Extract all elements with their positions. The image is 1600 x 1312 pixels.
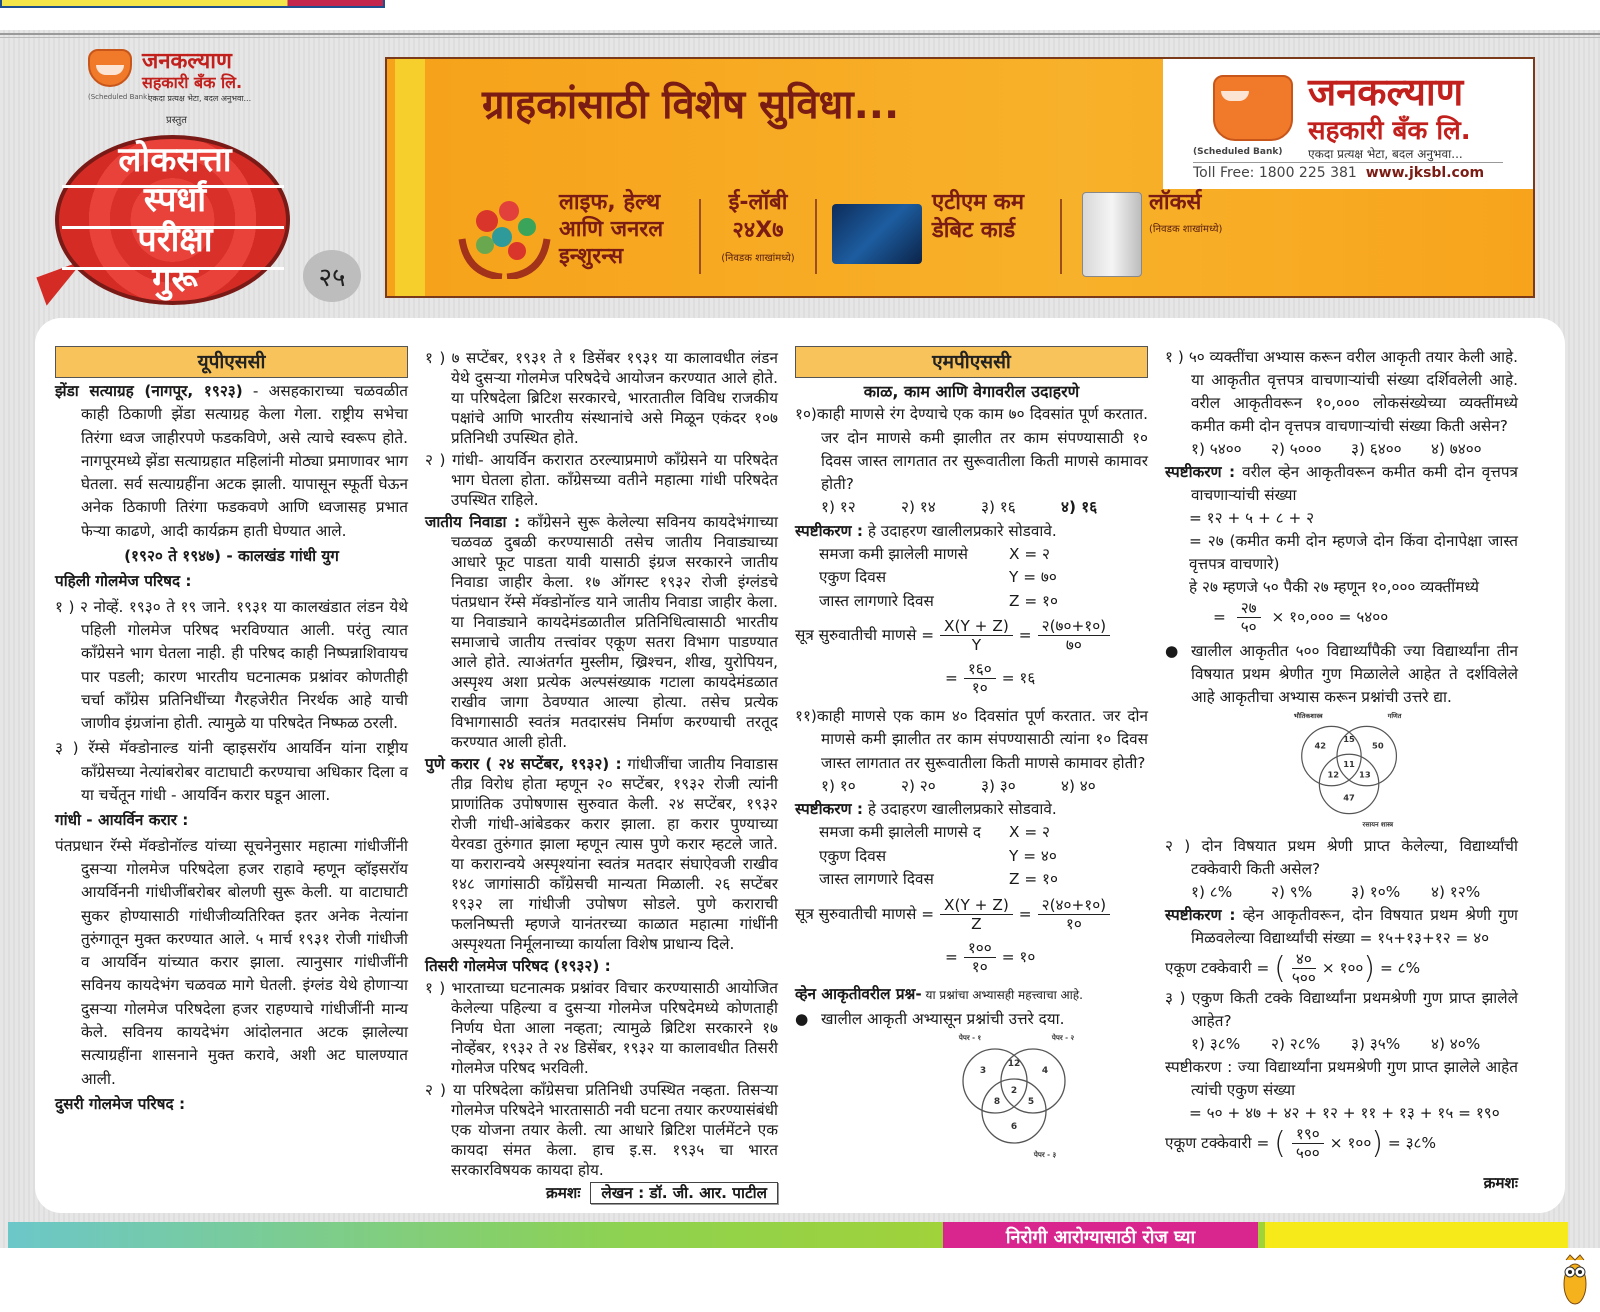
answer-option: १) ८% — [1191, 883, 1233, 901]
ad-contact — [1193, 165, 1484, 181]
venn-value: 8 — [993, 1096, 1001, 1107]
variable-value: Y = ७० — [1009, 568, 1057, 587]
substituted-fraction — [1038, 896, 1111, 933]
calc-result: = ३८% — [1387, 1134, 1437, 1152]
variable-label: एकुण दिवस — [819, 846, 887, 865]
venn-value: 15 — [1343, 734, 1355, 745]
numbered-item — [55, 596, 408, 736]
article-panel — [35, 318, 1565, 1213]
paragraph-lead: जातीय निवाडा : — [425, 513, 521, 531]
item-number: १ ) — [425, 979, 446, 997]
result-fraction — [964, 939, 996, 976]
numbered-item — [425, 1080, 778, 1180]
numerator: १६० — [964, 660, 996, 679]
venn-value: 12 — [1007, 1058, 1021, 1069]
variable-label: समजा कमी झालेली माणसे द — [819, 823, 981, 842]
explanation-text: स्पष्टीकरण : ज्या विद्यार्थ्यांना प्रथमश्रेणी गुण प्राप्त झालेले आहेत त्यांची एकुण संख्या — [1165, 1058, 1518, 1099]
question-number: ३ ) — [1165, 989, 1186, 1007]
formula-fraction — [940, 617, 1013, 654]
variable-row — [795, 590, 1148, 613]
explanation-label: स्पष्टीकरण : — [795, 521, 864, 540]
venn-value: 2 — [1010, 1085, 1018, 1096]
upsc-column-1 — [55, 346, 408, 1116]
bank-name-2: सहकारी बँक लि. — [142, 73, 243, 92]
explanation-label: स्पष्टीकरण : — [1165, 463, 1236, 481]
question — [795, 403, 1148, 496]
lead-paragraph — [425, 754, 778, 954]
item-text: २ नोव्हें. १९३० ते १९ जाने. १९३१ या कालखंडात लंडन येथे पहिली गोलमेज परिषद भरविण्यात आली. परंतु त्यात काँग्रेसने भाग घेतला नाही. ही परिषद काही निष्पन्नाशिवायच पार पडली; कारण भारतीय घटनात्मक प्रश्नांवर कोणतीही चर्चा काँग्रेस प्रतिनिधींच्या गैरहजेरीत निरर्थक आहे याची जाणीव इंग्रजांना होती. त्यामुळे या परिषदेत निष्फळ ठरली. — [79, 597, 408, 733]
separator — [815, 199, 817, 274]
answer-option: २) ५००० — [1271, 440, 1322, 458]
denominator: १० — [1065, 914, 1082, 933]
percent-calc: एकूण टक्केवारी = ( $\frac{४०}{५००}$ × १००) = ८% — [1165, 950, 1421, 987]
percent-calc: एकूण टक्केवारी = ( $\frac{१९०}{५००}$ × १००) = ३८% — [1165, 1125, 1437, 1162]
ad-bank-name-2: सहकारी बँक लि. — [1308, 116, 1471, 146]
ad-bank-name: जनकल्याण — [1308, 70, 1464, 114]
venn-label: पेपर - १ — [958, 1033, 982, 1042]
venn-value: 4 — [1041, 1065, 1049, 1076]
owl-icon — [1560, 1252, 1590, 1308]
calc-rest: × १०,००० = ५४०० — [1271, 608, 1389, 626]
ad-bank-logo — [1163, 59, 1533, 189]
ad-title: ग्राहकांसाठी विशेष सुविधा... — [482, 82, 900, 128]
answer-options — [795, 496, 1148, 519]
question-number: ११) — [795, 706, 817, 725]
bank-name: जनकल्याण — [142, 49, 232, 74]
venn-label: गणित — [1387, 712, 1402, 720]
formula-row: सूत्र सुरुवातीची माणसे = $\frac{X(Y + Z)}{Z}$ = $\frac{२(४०+१०)}{१०}$ — [795, 891, 1148, 937]
bottom-advertisement[interactable] — [8, 1222, 1568, 1248]
explanation-label: स्पष्टीकरण : — [1165, 906, 1236, 924]
toll-free-number: Toll Free: 1800 225 381 — [1193, 165, 1357, 181]
answer-options — [795, 775, 1148, 798]
calc-rest: × १०० — [1321, 959, 1364, 977]
mpsc-subtitle: काळ, काम आणि वेगावरील उदाहरणे — [863, 382, 1080, 401]
explanation-text: हे उदाहरण खालीलप्रकारे सोडवावे. — [863, 521, 1057, 540]
calc-result: = ८% — [1379, 959, 1421, 977]
numerator: २(७०+१०) — [1038, 617, 1111, 636]
variable-label: जास्त लागणारे दिवस — [819, 591, 934, 610]
venn-value: 6 — [1010, 1121, 1018, 1132]
section-subheading: गांधी - आयर्विन करार : — [55, 811, 189, 830]
bank-shield-icon — [88, 49, 132, 87]
feature-note: (निवडक शाखांमध्ये) — [1149, 224, 1223, 235]
numbered-item — [425, 348, 778, 448]
numerator: १९० — [1292, 1125, 1324, 1144]
explanation — [795, 520, 1148, 543]
answer-option: ४) १६ — [1061, 498, 1098, 517]
calc-label: एकूण टक्केवारी = — [1165, 1134, 1270, 1152]
paragraph-lead: झेंडा सत्याग्रह (नागपूर, १९२३) — [55, 382, 243, 400]
insurance-icon — [457, 199, 552, 279]
bank-logo-small — [88, 45, 288, 115]
item-number: ३ ) — [55, 739, 79, 758]
venn-diagram — [1285, 709, 1415, 831]
continued-label: क्रमशः — [546, 1184, 581, 1202]
denominator: ५० — [1240, 618, 1257, 636]
article-footer — [425, 1182, 778, 1204]
answer-option: १) १२ — [821, 498, 856, 517]
calc-line: = २७ (कमीत कमी दोन म्हणजे दोन किंवा दोनापेक्षा जास्त वृत्तपत्र वाचणारे) — [1189, 532, 1518, 573]
lead-paragraph — [55, 380, 408, 543]
question-text: काही माणसे रंग देण्याचे एक काम ७० दिवसांत पूर्ण करतात. जर दोन माणसे कमी झालीत तर काम संपण्यासाठी १० दिवस जास्त लागतात तर सुरूवातीला किती माणसे कामावर होती? — [816, 405, 1148, 494]
answer-option: ४) ४० — [1061, 776, 1096, 795]
variable-row — [795, 566, 1148, 589]
formula-fraction — [940, 896, 1013, 933]
previous-page-strip — [0, 0, 1600, 30]
upsc-column-2 — [425, 346, 778, 1204]
numerator: X(Y + Z) — [940, 896, 1013, 915]
answer-option: २) २८% — [1271, 1035, 1321, 1053]
question-text: ५० व्यक्तींचा अभ्यास करून वरील आकृती तयार केली आहे. या आकृतीत वृत्तपत्र वाचणाऱ्यांची संख्या दर्शिवलेली आहे. वरील आकृतीवरून १०,००० लोकसंख्येच्या व्यक्तींमध्ये कमीत कमी दोन वृत्तपत्र वाचणाऱ्यांची संख्या किती असेन? — [1188, 348, 1518, 435]
question — [795, 705, 1148, 775]
separator — [699, 199, 701, 274]
question-number: २ ) — [1165, 837, 1191, 855]
issue-number-badge: २५ — [303, 250, 361, 302]
venn-value: 50 — [1372, 740, 1384, 751]
venn-value: 3 — [979, 1065, 987, 1076]
debit-card-image — [832, 204, 922, 264]
result-row: = $\frac{१००}{१०}$ = १० — [945, 938, 1036, 976]
denominator: Z — [971, 914, 982, 933]
bottom-ad-text: निरोगी आरोग्यासाठी रोज घ्या — [943, 1222, 1258, 1248]
bank-advertisement[interactable] — [385, 57, 1535, 298]
item-text: ७ सप्टेंबर, १९३१ ते १ डिसेंबर १९३१ या कालावधीत लंडन येथे दुसऱ्या गोलमेज परिषदेचे आयोजन करण्यात आले होते. या परिषदेला ब्रिटिश सरकारचे, भारतातील विविध राजकीय पक्षांचे आणि भारतीय संस्थानांचे असे मिळून एकंदर १०७ प्रतिनिधी उपस्थित होते. — [451, 349, 778, 447]
venn-label: पेपर - ३ — [1033, 1150, 1057, 1159]
answer-option: ३) १०% — [1351, 883, 1401, 901]
ad-tagline: एकदा प्रत्यक्ष भेटा, बदल अनुभवा... — [1308, 147, 1463, 161]
answer-option: २) ९% — [1271, 883, 1313, 901]
numerator: ४० — [1292, 950, 1316, 969]
venn-value: 47 — [1343, 792, 1355, 803]
column-title — [75, 140, 275, 300]
question-number: १ ) — [1165, 348, 1184, 366]
divider — [0, 37, 1600, 38]
numbered-item — [425, 978, 778, 1078]
era-heading: (१९२० ते १९४७) - कालखंड गांधी युग — [124, 547, 339, 566]
ad-stripe — [395, 59, 425, 296]
numerator: X(Y + Z) — [940, 617, 1013, 636]
bank-tagline: एकदा प्रत्यक्ष भेटा, बदल अनुभवा... — [148, 94, 252, 103]
numerator: १०० — [964, 939, 996, 958]
calc-line: हे २७ म्हणजे ५० पैकी २७ म्हणून १०,००० व्यक्तींमध्ये — [1189, 578, 1479, 596]
answer-option: ३) ६४०० — [1351, 440, 1402, 458]
venn-label: भौतिकशास्त्र — [1293, 712, 1323, 720]
answer-option: २) २० — [901, 776, 936, 795]
answer-option: १) ३८% — [1191, 1035, 1241, 1053]
variable-value: X = २ — [1009, 545, 1050, 564]
venn-heading-note: या प्रश्नांचा अभ्यासही महत्त्वाचा आहे. — [921, 988, 1083, 1003]
question-number: १०) — [795, 405, 817, 424]
lead-paragraph — [425, 512, 778, 752]
result-value: = १६ — [1001, 669, 1036, 688]
calc-line: = ५० + ४७ + ४२ + १२ + ११ + १३ + १५ = १९० — [1189, 1104, 1500, 1122]
variable-row — [795, 868, 1148, 891]
venn-diagram — [945, 1031, 1085, 1161]
answer-option: १) ५४०० — [1191, 440, 1242, 458]
feature-lockers — [1149, 189, 1299, 243]
section-subheading: दुसरी गोलमेज परिषद : — [55, 1094, 186, 1113]
column-title-line: गुरू — [152, 260, 198, 300]
calc-line: = १२ + ५ + ८ + २ — [1189, 509, 1315, 527]
numerator: २(४०+१०) — [1038, 896, 1111, 915]
variable-value: Y = ४० — [1009, 846, 1057, 865]
variable-label: जास्त लागणारे दिवस — [819, 870, 934, 889]
presents-label: प्रस्तुत — [166, 115, 187, 126]
bank-shield-icon — [1213, 75, 1293, 141]
calc-label: एकूण टक्केवारी = — [1165, 959, 1270, 977]
result-row: = $\frac{१६०}{१०}$ = १६ — [945, 660, 1036, 698]
question-text: दोन विषयात प्रथम श्रेणी प्राप्त केलेल्या, विद्यार्थ्यांची टक्केवारी किती असेल? — [1191, 837, 1518, 878]
feature-atm-card: एटीएम कम डेबिट कार्ड — [932, 190, 1024, 243]
color-block — [0, 0, 385, 8]
feature-label: ई-लॉबी २४X७ — [728, 190, 788, 243]
feature-note: (निवडक शाखांमध्ये) — [721, 253, 795, 264]
answer-option: १) १० — [821, 776, 856, 795]
question-text: काही माणसे एक काम ४० दिवसांत पूर्ण करतात. जर दोन माणसे कमी झालीत तर काम संपण्यासाठी त्यांना १० दिवस जास्त लागतात तर सुरूवातीला किती माणसे कामावर होती? — [816, 706, 1148, 772]
answer-option: ४) ४०% — [1431, 1035, 1481, 1053]
divider — [1193, 162, 1503, 163]
column-title-line: स्पर्धा — [143, 180, 207, 220]
explanation-label: स्पष्टीकरण : — [795, 800, 864, 819]
variable-label: समजा कमी झालेली माणसे — [819, 545, 968, 564]
variable-row — [795, 821, 1148, 844]
column-title-line: परीक्षा — [137, 220, 213, 260]
item-text: भारताच्या घटनात्मक प्रश्नांवर विचार करण्यासाठी आयोजित केलेल्या पहिल्या व दुसऱ्या गोलमेज परिषदेमध्ये कोणताही निर्णय घेता आला नव्हता; त्यामुळे ब्रिटिश सरकारने १७ नोव्हेंबर, १९३२ ते २४ डिसेंबर, १९३२ या कालावधीत तिसरी गोलमेज परिषद भरविली. — [451, 979, 778, 1077]
calc-rest: × १०० — [1329, 1134, 1372, 1152]
variable-value: Z = १० — [1009, 591, 1058, 610]
item-number: २ ) — [425, 451, 446, 469]
question-text: एकुण किती टक्के विद्यार्थ्यांना प्रथमश्रेणी गुण प्राप्त झालेले आहेत? — [1191, 989, 1518, 1030]
mpsc-column-1 — [795, 346, 1148, 1161]
feature-e-lobby — [705, 189, 811, 273]
explanation — [795, 798, 1148, 821]
venn-instruction: ● खालील आकृती अभ्यासून प्रश्नांची उत्तरे दया. — [795, 1008, 1148, 1031]
divider — [0, 33, 1600, 35]
substituted-fraction — [1038, 617, 1111, 654]
calc-fraction-line: = $\frac{२७}{५०}$ × १०,००० = ५४०० — [1213, 599, 1389, 636]
answer-option: ३) ३० — [981, 776, 1016, 795]
section-subheading: तिसरी गोलमेज परिषद (१९३२) : — [425, 957, 611, 975]
separator — [1060, 199, 1062, 274]
item-number: २ ) — [425, 1081, 446, 1099]
formula-row: सूत्र सुरुवातीची माणसे = $\frac{X(Y + Z)}{Y}$ = $\frac{२(७०+१०)}{७०}$ — [795, 613, 1148, 659]
numbered-item — [55, 737, 408, 807]
answer-option: ४) १२% — [1431, 883, 1481, 901]
venn-heading-label: व्हेन आकृतीवरील प्रश्न- — [795, 985, 922, 1004]
feature-insurance: लाइफ, हेल्थ आणि जनरल इन्शुरन्स — [559, 190, 664, 269]
venn-value: 42 — [1314, 740, 1327, 751]
author-credit: लेखन : डॉ. जी. आर. पाटील — [590, 1182, 778, 1204]
item-text: रॅम्से मॅक्डोनाल्ड यांनी व्हाइसरॉय आयर्विन यांना राष्ट्रीय काँग्रेसच्या नेत्यांबरोबर वाटाघाटी करण्याचा अधिकार दिला व या चर्चेतून गांधी - आयर्विन करार घडून आला. — [81, 739, 408, 805]
item-number: १ ) — [55, 597, 75, 616]
venn-value: 13 — [1359, 769, 1371, 780]
website-link[interactable]: www.jksbl.com — [1365, 165, 1485, 181]
result-fraction — [964, 660, 996, 697]
venn-value: 11 — [1343, 759, 1355, 770]
variable-row — [795, 845, 1148, 868]
locker-image — [1082, 192, 1142, 277]
answer-option: ४) ७४०० — [1431, 440, 1482, 458]
denominator: १० — [971, 679, 988, 698]
venn-label: रसायन शास्त्र — [1362, 820, 1394, 829]
venn-instruction-2: ● खालील आकृतीत ५०० विद्यार्थ्यांपैकी ज्या विद्यार्थ्यांना तीन विषयात प्रथम श्रेणीत गुण मिळालेले आहेत ते दर्शविलेले आहे आकृतीचा अभ्यास करून प्रश्नांची उत्तरे द्या. — [1165, 640, 1518, 709]
formula-label: सूत्र सुरुवातीची माणसे = — [795, 904, 935, 923]
explanation-text: वरील व्हेन आकृतीवरून कमीत कमी दोन वृत्तपत्र वाचणाऱ्यांची संख्या — [1191, 463, 1518, 504]
numbered-item — [425, 450, 778, 510]
section-subheading: पहिली गोलमेज परिषद : — [55, 572, 192, 591]
denominator: ७० — [1065, 636, 1082, 655]
bottom-ad-yellow — [1265, 1222, 1568, 1248]
venn-value: 12 — [1327, 769, 1340, 780]
item-text: गांधी- आयर्विन करारात ठरल्याप्रमाणे काँग्रेसने या परिषदेत भाग घेतला होता. काँग्रेसच्या वतीने महात्मा गांधी परिषदेत उपस्थित राहिले. — [451, 451, 778, 509]
venn-label: पेपर - २ — [1051, 1033, 1075, 1042]
paragraph-text: गांधीजींचा जातीय निवाडास तीव्र विरोध होता म्हणून २० सप्टेंबर, १९३२ रोजी त्यांनी प्राणांतिक उपोषणास सुरुवात केली. २४ सप्टेंबर, १९३२ रोजी गांधी-आंबेडकर करार झाला. हा करार पुण्याच्या येरवडा तुरुंगात झाला म्हणून त्यास पुणे करार म्हटले जाते. या करारान्वये अस्पृश्यांना स्वतंत्र मतदार संघाऐवजी राखीव १४८ जागांसाठी काँग्रेसची मान्यता मिळाली. २६ सप्टेंबर १९३२ ला गांधीजी उपोषण सोडले. पुणे कराराची फलनिष्पत्ती म्हणजे यानंतरच्या काळात महात्मा गांधींनी अस्पृश्यता निर्मूलनाच्या कार्याला विशेष प्राधान्य दिले. — [451, 755, 778, 953]
numerator: २७ — [1237, 599, 1261, 618]
explanation-text: व्हेन आकृतीवरून, दोन विषयात प्रथम श्रेणी गुण मिळवलेल्या विद्यार्थ्यांची संख्या = १५+१३+१२ = ४० — [1191, 906, 1518, 947]
column-title-line: लोकसत्ता — [118, 140, 232, 180]
answer-option: ३) ३५% — [1351, 1035, 1401, 1053]
venn-value: 5 — [1027, 1096, 1035, 1107]
scheduled-label: (Scheduled Bank) — [1193, 147, 1283, 157]
paragraph-lead: पुणे करार ( २४ सप्टेंबर, १९३२) : — [425, 755, 622, 773]
section-header-mpsc: एमपीएससी — [795, 346, 1148, 378]
variable-value: X = २ — [1009, 823, 1050, 842]
section-header-upsc: यूपीएससी — [55, 346, 408, 378]
denominator: ५०० — [1295, 1144, 1320, 1162]
item-number: १ ) — [425, 349, 446, 367]
result-value: = १० — [1001, 947, 1036, 966]
feature-label: लॉकर्स — [1149, 190, 1202, 215]
mpsc-column-2 — [1165, 346, 1518, 1195]
formula-label: सूत्र सुरुवातीची माणसे = — [795, 626, 935, 645]
denominator: १० — [971, 957, 988, 976]
variable-value: Z = १० — [1009, 870, 1058, 889]
paragraph-text: - असहकाराच्या चळवळीत काही ठिकाणी झेंडा सत्याग्रह केला गेला. राष्ट्रीय सभेचा तिरंगा ध्वज जाहीरपणे फडकविणे, असे त्याचे स्वरूप होते. नागपूरमध्ये झेंडा सत्याग्रहात महिलांनी मोठ्या प्रमाणावर भाग घेतला. सर्व सत्याग्रहींना अटक झाली. यापासून स्फूर्ती घेऊन अनेक ठिकाणी तिरंगा फडकवणे आणि ध्वजासह प्रभात फेऱ्या काढणे, आदी कार्यक्रम हाती घेण्यात आले. — [81, 382, 408, 540]
variable-row — [795, 543, 1148, 566]
continued-label: क्रमशः — [1483, 1174, 1518, 1192]
answer-option: २) १४ — [901, 498, 936, 517]
paragraph-text: काँग्रेसने सुरू केलेल्या सविनय कायदेभंगाच्या चळवळ दुबळी करण्यासाठी तसेच जातीय निवाड्याच्या आधारे फूट पाडता यावी यासाठी इंग्रज सरकारने जातीय निवाडा जाहीर केला. १७ ऑगस्ट १९३२ रोजी इंग्लंडचे पंतप्रधान रॅम्से मॅक्डोनॉल्ड याने जातीय निवाडा जाहीर केला. या निवाड्याने कायदेमंडळातील प्रतिनिधित्वासाठी भारतीय समाजाचे जातीय तत्त्वांवर एकूण सतरा विभाग पाडण्यात आले होते. त्याअंतर्गत मुस्लीम, ख्रिश्चन, शीख, युरोपियन, अस्पृश्य अशा प्रत्येक अल्पसंख्याक गटाला कायदेमंडळात राखीव जागा ठेवण्यात आल्या होत्या. तसेच प्रत्येक विभागासाठी स्वतंत्र मतदारसंघ निर्माण करण्याची तरतूद करण्यात आली होती. — [451, 513, 778, 751]
variable-label: एकुण दिवस — [819, 568, 887, 587]
denominator: ५०० — [1291, 969, 1316, 987]
item-text: या परिषदेला काँग्रेसचा प्रतिनिधी उपस्थित नव्हता. तिसऱ्या गोलमेज परिषदेने भारतासाठी नवी घटना तयार करण्यासंबंधी एक योजना तयार केली. त्या आधारे ब्रिटिश पार्लमेंटने एक कायदा संमत केला. हाच इ.स. १९३५ चा भारत सरकारविषयक कायदा होय. — [451, 1081, 778, 1179]
paragraph: पंतप्रधान रॅम्से मॅक्डोनॉल्ड यांच्या सूचनेनुसार महात्मा गांधीजींनी दुसऱ्या गोलमेज परिषदेला हजर राहावे म्हणून व्हॉइसरॉय आयर्विननी गांधीजींबरोबर बोलणी सुरू केली. या वाटाघाटी सुकर होण्यासाठी गांधीजीव्यतिरिक्त इतर अनेक नेत्यांना तुरुंगातून मुक्त करण्यात आले. ५ मार्च १९३१ रोजी गांधीजी व आयर्विन यांच्यात करार झाला. त्यानुसार गांधीजींनी सविनय कायदेभंग चळवळ मागे घेतली. इंग्लंड येथे होणाऱ्या दुसऱ्या गोलमेज परिषदेला हजर राहण्याचे गांधीजींनी मान्य केले. सविनय कायदेभंग आंदोलनात अटक झालेल्या सत्याग्रहींना शासनाने मुक्त करावे, अशी अट घालण्यात आली. — [55, 836, 408, 1088]
answer-option: ३) १६ — [981, 498, 1016, 517]
denominator: Y — [971, 636, 982, 655]
scheduled-label: (Scheduled Bank) — [88, 93, 150, 101]
explanation-text: हे उदाहरण खालीलप्रकारे सोडवावे. — [863, 800, 1057, 819]
venn-heading — [795, 983, 1148, 1007]
